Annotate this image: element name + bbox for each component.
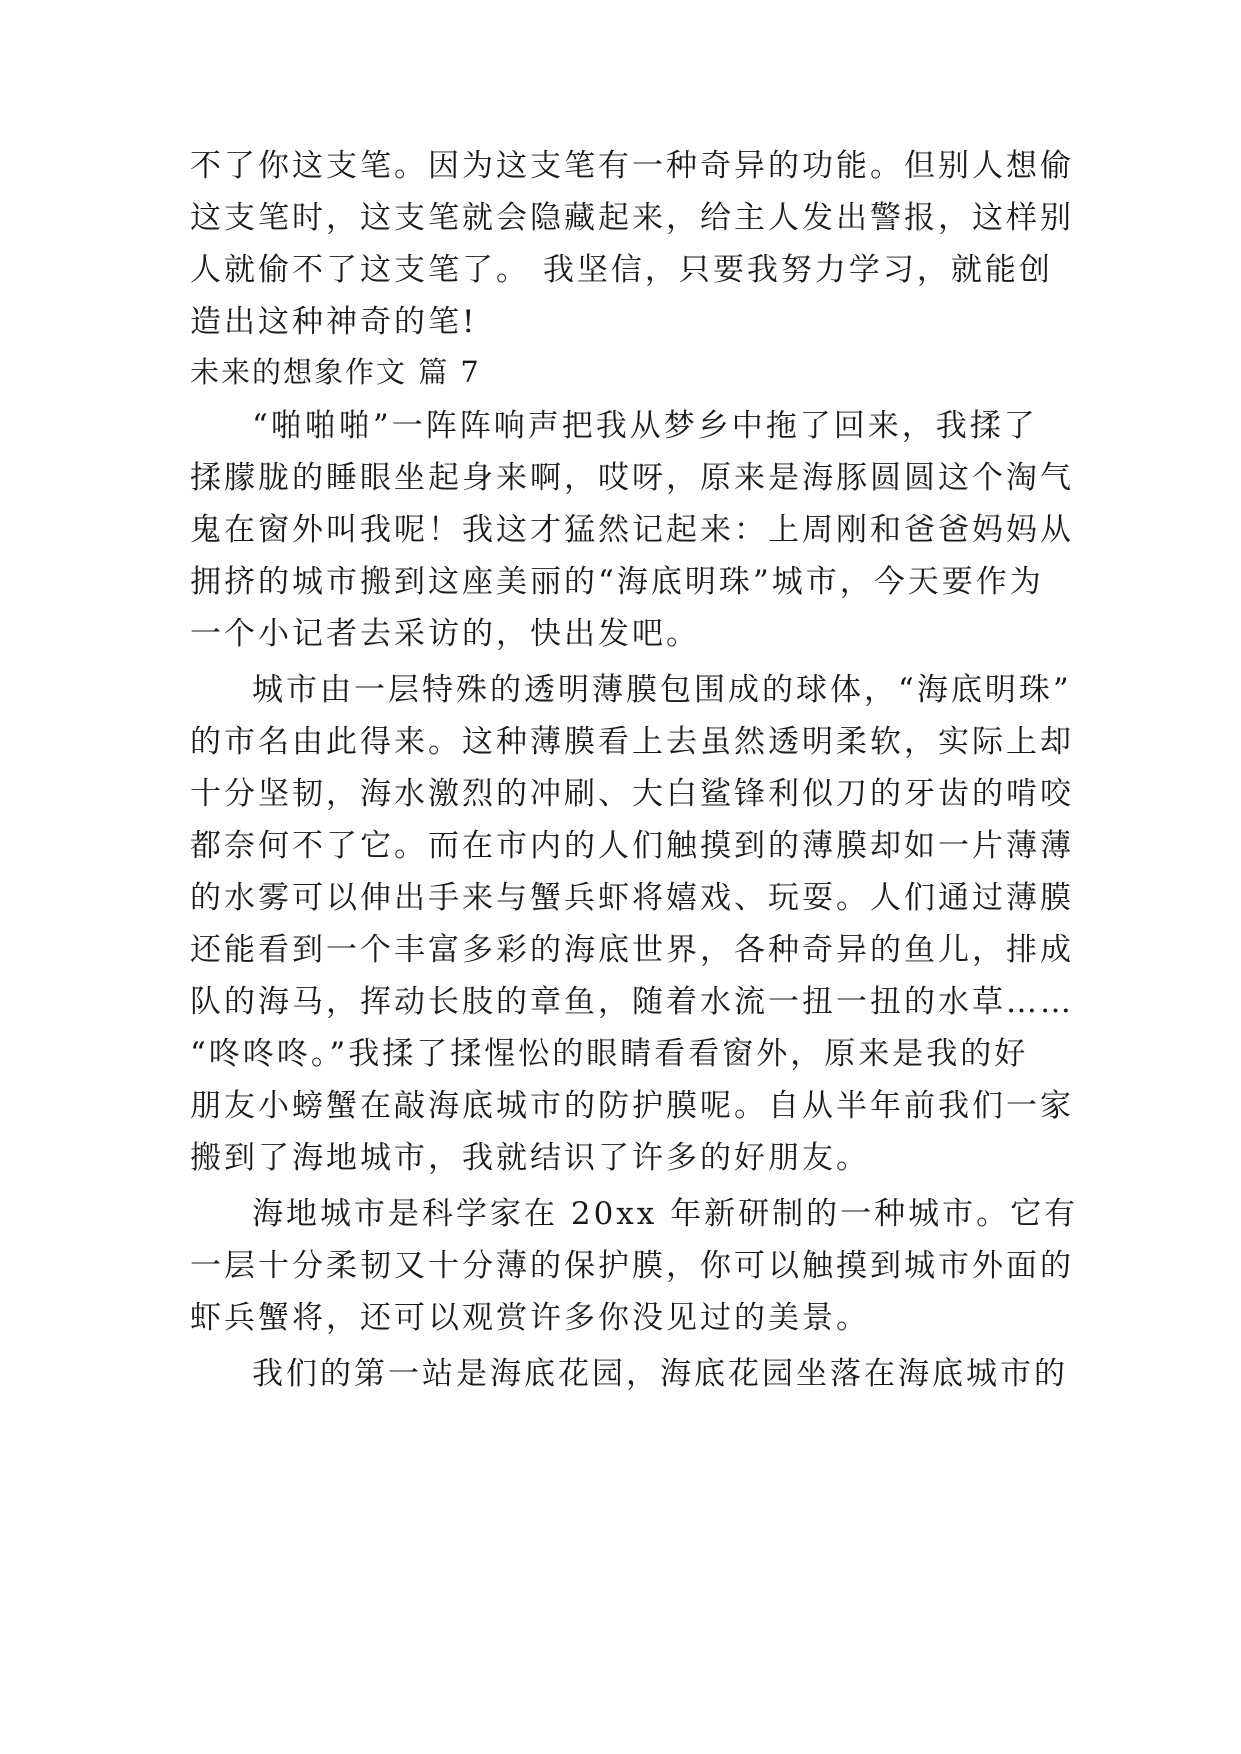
text-line: 拥挤的城市搬到这座美丽的“海底明珠”城市，今天要作为 (190, 564, 1044, 600)
text-line: 城市由一层特殊的透明薄膜包围成的球体，“海底明珠” (252, 672, 1072, 708)
text-line: 朋友小螃蟹在敲海底城市的防护膜呢。自从半年前我们一家 (190, 1088, 1074, 1124)
text-line: 还能看到一个丰富多彩的海底世界，各种奇异的鱼儿，排成 (190, 932, 1074, 968)
section-heading: 未来的想象作文 篇 7 (190, 355, 481, 389)
text-line: 一层十分柔韧又十分薄的保护膜，你可以触摸到城市外面的 (190, 1248, 1074, 1284)
text-line: 十分坚韧，海水激烈的冲刷、大白鲨锋利似刀的牙齿的啃咬 (190, 776, 1074, 812)
text-line: 都奈何不了它。而在市内的人们触摸到的薄膜却如一片薄薄 (190, 828, 1074, 864)
text-line: 海地城市是科学家在 20xx 年新研制的一种城市。它有 (252, 1196, 1079, 1232)
text-line: 队的海马，挥动长肢的章鱼，随着水流一扭一扭的水草…… (190, 984, 1074, 1020)
text-line: 虾兵蟹将，还可以观赏许多你没见过的美景。 (190, 1300, 870, 1336)
text-line: 人就偷不了这支笔了。 我坚信，只要我努力学习，就能创 (190, 252, 1053, 288)
text-line: 一个小记者去采访的，快出发吧。 (190, 616, 700, 652)
text-line: 揉朦胧的睡眼坐起身来啊，哎呀，原来是海豚圆圆这个淘气 (190, 460, 1074, 496)
text-line: 造出这种神奇的笔! (190, 304, 478, 340)
text-line: 的市名由此得来。这种薄膜看上去虽然透明柔软，实际上却 (190, 724, 1074, 760)
text-line: 这支笔时，这支笔就会隐藏起来，给主人发出警报，这样别 (190, 200, 1074, 236)
text-line: 我们的第一站是海底花园，海底花园坐落在海底城市的 (252, 1356, 1068, 1392)
text-line: 的水雾可以伸出手来与蟹兵虾将嬉戏、玩耍。人们通过薄膜 (190, 880, 1074, 916)
text-line: 鬼在窗外叫我呢！我这才猛然记起来：上周刚和爸爸妈妈从 (190, 512, 1074, 548)
text-line: 搬到了海地城市，我就结识了许多的好朋友。 (190, 1140, 870, 1176)
text-line: “咚咚咚。”我揉了揉惺忪的眼睛看看窗外，原来是我的好 (190, 1036, 1029, 1072)
text-line: 不了你这支笔。因为这支笔有一种奇异的功能。但别人想偷 (190, 148, 1074, 184)
text-line: “啪啪啪”一阵阵响声把我从梦乡中拖了回来，我揉了 (252, 408, 1038, 444)
